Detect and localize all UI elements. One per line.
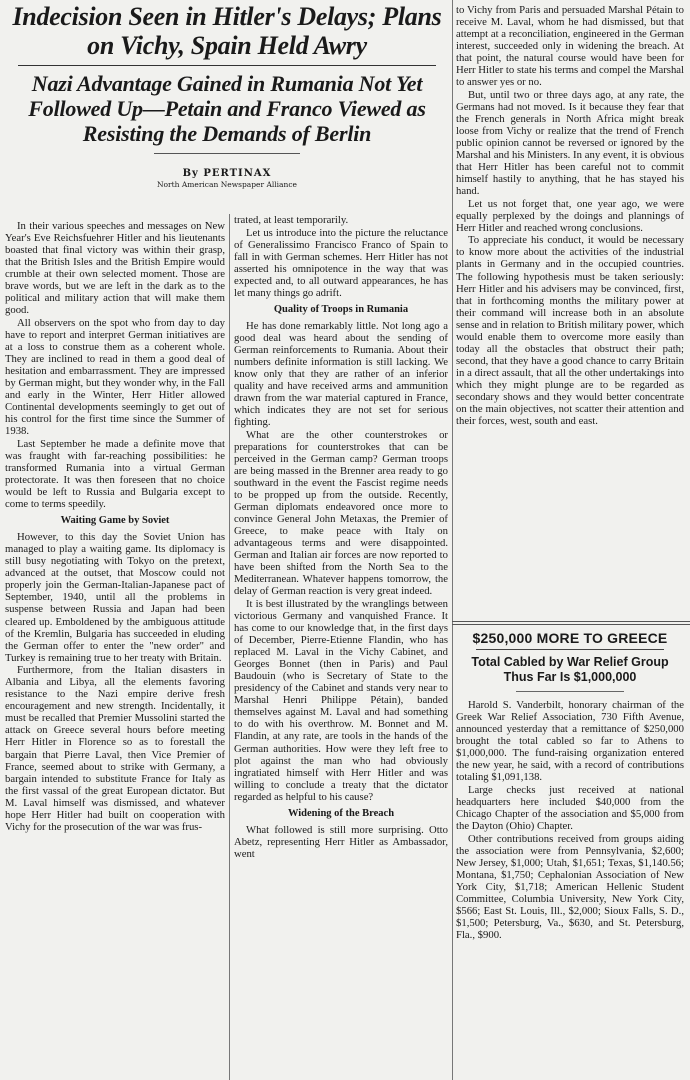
main-headline: Indecision Seen in Hitler's Delays; Plans on Vichy, Spain Held Awry xyxy=(12,2,442,61)
subhead-widening-breach: Widening of the Breach xyxy=(287,807,395,819)
subhead-quality-of-troops: Quality of Troops in Rumania xyxy=(273,303,409,315)
paragraph: He has done remarkably little. Not long ago a good deal was heard about the sending of German reinforcements to Rumania. About their numbers definite information is still lacking. We know only that they are rather of an inferior quality and have received arms and ammunition drawn from the war material captured in France, which indicates they are not set for serious fighting. xyxy=(234,319,448,429)
paragraph: trated, at least temporarily. xyxy=(234,214,349,226)
greek-relief-article xyxy=(456,628,684,1080)
headline-divider xyxy=(18,65,436,66)
paragraph: What are the other counterstrokes or preparations for counterstrokes that can be perceived in the German camp? German troops are being massed in the Brenner area ready to go southward in the event the Fascist regime needs to be propped up from the outside. Recently, German diplomats endeavored once more to convince General John Metaxas, the Premier of Greece, to make peace with Italy on advantageous terms and were disappointed. German and Italian air forces are now reported to have been shifted from the North Sea to the Mediterranean. Whatever happens tomorrow, the delay of German reaction is very great indeed. xyxy=(234,428,448,598)
byline-affiliation: North American Newspaper Alliance xyxy=(156,179,298,189)
paragraph: All observers on the spot who from day to day have to report and interpret German initiatives are at a loss to construe them as a coherent whole. They are inclined to read in them a good deal of hesitation and embarrassment. They are impressed by German might, but they wonder why, in the Fall and early in the Winter, Herr Hitler allowed Continental developments seemingly to get out of his control for the first time since the Summer of 1938. xyxy=(5,316,225,438)
paragraph: to Vichy from Paris and persuaded Marshal Pétain to receive M. Laval, whom he had dismissed, but that attempt at a reconciliation, engineered in the German interest, succeeded only in widening the breach. At that point, the natural course would have been for Herr Hitler to state his terms and compel the Marshal to answer yes or no. xyxy=(456,4,684,89)
article-column-1 xyxy=(5,220,225,1080)
subheadline-deck: Nazi Advantage Gained in Rumania Not Yet Followed Up—Petain and Franco Viewed as Resisting the Demands of Berlin xyxy=(28,70,426,147)
paragraph: Large checks just received at national headquarters here included $40,000 from the Chicago Chapter of the association and $5,000 from the Dayton (Ohio) Chapter. xyxy=(456,783,684,833)
sidebar-deck-divider xyxy=(516,691,624,692)
paragraph: Harold S. Vanderbilt, honorary chairman of the Greek War Relief Association, 730 Fifth Avenue, announced yesterday that a remittance of $250,000 brought the total cabled so far to Athens to $1,000,000. The fund-raising organization entered the new year, he said, with a record of contributions totaling $1,091,138. xyxy=(456,699,684,784)
paragraph: Furthermore, from the Italian disasters in Albania and Libya, all the elements favoring resistance to the Nazi empire derive fresh encouragement and new strength. Incidentally, it must be recalled that Premier Mussolini started the attack on Greece several hours before meeting Herr Hitler in Florence so as to forestall the bargain that Pierre Laval, then Vice Premier of France, seemed about to strike with Germany, a bargain intended to substitute France for Italy as the first vassal of the great European dictator. But M. Laval himself was dismissed, and whatever hope Herr Hitler had built on cooperation with Vichy for the prosecution of the war was frus- xyxy=(5,664,225,833)
deck-divider xyxy=(154,153,300,154)
section-divider-top xyxy=(452,621,690,622)
byline: By PERTINAX xyxy=(182,167,272,179)
article-headline-block xyxy=(4,0,450,189)
column-rule-2 xyxy=(452,0,453,1080)
paragraph: To appreciate his conduct, it would be necessary to know more about the activities of the industrial plants in Germany and in the occupied countries. The following hypothesis must be taken seriously: Herr Hitler and his advisers may be convinced, first, that in forthcoming months the military power at their command will increase both in an absolute sense and in relation to British military power, which would enable them to overcome more easily than today all the obstacles that obstruct their path; second, that they have a good chance to carry Britain in a direct assault, that all the other undertakings into which they might plunge are to be regarded as secondary shows and they would better concentrate on the main objectives, not scatter their attention and their forces, west, south and east. xyxy=(456,234,684,428)
paragraph: Let us introduce into the picture the reluctance of Generalissimo Francisco Franco of Spain to fall in with German schemes. Herr Hitler has not asserted his omnipotence in the way that was expected and, to all outward appearances, he has let many things go adrift. xyxy=(234,226,448,299)
sidebar-deck: Total Cabled by War Relief Group Thus Far Is $1,000,000 xyxy=(471,655,669,685)
paragraph: Let us not forget that, one year ago, we were equally perplexed by the doings and plannings of Herr Hitler and reached wrong conclusions. xyxy=(456,197,684,234)
subhead-waiting-game: Waiting Game by Soviet xyxy=(60,515,170,527)
article-column-3 xyxy=(456,4,684,618)
section-divider-bottom xyxy=(452,624,690,625)
paragraph: However, to this day the Soviet Union has managed to play a waiting game. Its diplomacy is still busy negotiating with Tokyo on the pretext, advanced at the outset, that Moscow could not properly join the German-Italian-Japanese pact of September, 1940, until all the problems in suspense between Russia and Japan had been cleared up. Emboldened by the ambiguous attitude of the Kremlin, Bulgaria has succeeded in eluding the German offer to enter the "new order" and Turkey is remaining true to her treaty with Britain. xyxy=(5,531,225,664)
sidebar-divider xyxy=(476,649,664,650)
paragraph: It is best illustrated by the wranglings between victorious Germany and vanquished France. It has come to our knowledge that, in the first days of December, Pierre-Etienne Flandin, who has replaced M. Laval in the Vichy Cabinet, and Georges Bonnet (then in Paris) and Paul Baudouin (who is Secretary of State to the presidency of the Cabinet and stands very near to Marshal Henri Philippe Pétain), banded themselves against M. Laval and had something to do with his overthrow. M. Bonnet and M. Flandin, at any rate, are tools in the hands of the German authorities. How were they left free to plot against the man who had obviously ingratiated himself with Herr Hitler and was willing to conclude a treaty that the dictator regarded as helpful to his cause? xyxy=(234,597,448,803)
paragraph: In their various speeches and messages on New Year's Eve Reichsfuehrer Hitler and his lieutenants boasted that final victory was within their grasp, that the British Isles and the British Empire would crumble at their own selected moment. Those are brave words, but we are left in the dark as to the political and military action that will make them good. xyxy=(5,220,225,317)
paragraph: Last September he made a definite move that was fraught with far-reaching possibilities: he transformed Rumania into a virtual German protectorate. It was then foreseen that no choice would be left to Russia and Bulgaria except to come to terms speedily. xyxy=(5,437,225,511)
article-column-2 xyxy=(234,214,448,1080)
paragraph: What followed is still more surprising. Otto Abetz, representing Herr Hitler as Ambassador, went xyxy=(234,823,448,860)
column-rule-1 xyxy=(229,214,230,1080)
paragraph: Other contributions received from groups aiding the association were from Pennsylvania, $2,600; New Jersey, $1,000; Utah, $1,651; Texas, $1,140.56; Montana, $1,750; Cephalonian Association of New York City, $1,718; American Hellenic Student Committee, Columbia University, New York City, $566; East St. Louis, Ill., $2,000; Sioux Falls, S. D., $1,500; Petersburg, Va., $630, and St. Petersburg, Fla., $900. xyxy=(456,832,684,941)
sidebar-headline: $250,000 MORE TO GREECE xyxy=(472,630,668,646)
paragraph: But, until two or three days ago, at any rate, the Germans had not moved. Is it because they fear that the French generals in North Africa might break loose from Vichy or realize that the trend of French public opinion cannot be reversed or ignored by the Marshal and his Ministers. In any event, it is obvious that Herr Hitler has been careful not to commit himself hastily to anything, that he has stayed his hand. xyxy=(456,88,684,198)
